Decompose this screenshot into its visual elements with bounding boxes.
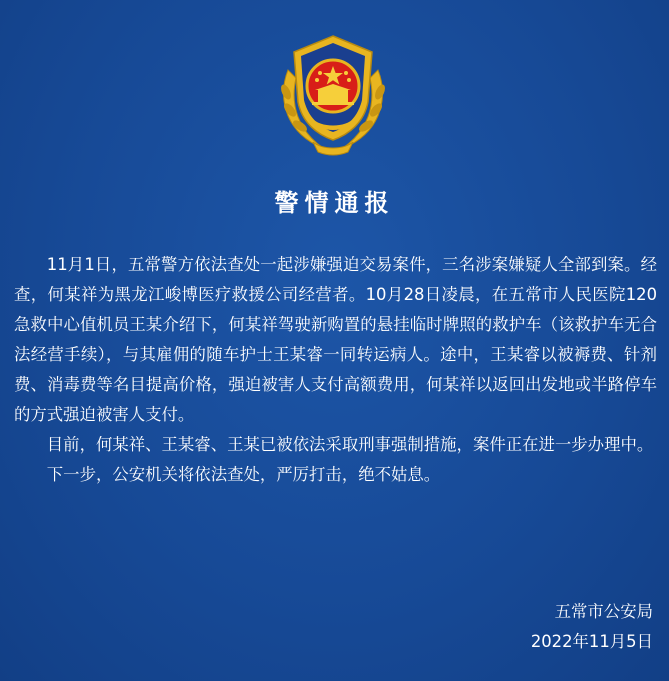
- signature-organization: 五常市公安局: [554, 602, 653, 621]
- paragraph-1: 11月1日，五常警方依法查处一起涉嫌强迫交易案件，三名涉案嫌疑人全部到案。经查，何某祥为黑龙江峻博医疗救援公司经营者。10月28日凌晨，在五常市人民医院120急救中心值机员王某介绍下，何某祥驾驶新购置的悬挂临时牌照的救护车（该救护车无合法经营手续），与其雇佣的随车护士王某睿一同转运病人。途中，王某睿以被褥费、针剂费、消毒费等名目提高价格，强迫被害人支付高额费用，何某祥以返回出发地或半路停车的方式强迫被害人支付。: [14, 255, 657, 424]
- notice-body: [14, 250, 657, 490]
- paragraph-3: 下一步，公安机关将依法查处，严厉打击，绝不姑息。: [46, 465, 441, 484]
- paragraph-2: 目前，何某祥、王某睿、王某已被依法采取刑事强制措施，案件正在进一步办理中。: [46, 435, 654, 454]
- police-emblem-icon: [268, 30, 398, 160]
- signature-date: 2022年11月5日: [530, 632, 653, 651]
- notice-title: 警情通报: [274, 189, 395, 217]
